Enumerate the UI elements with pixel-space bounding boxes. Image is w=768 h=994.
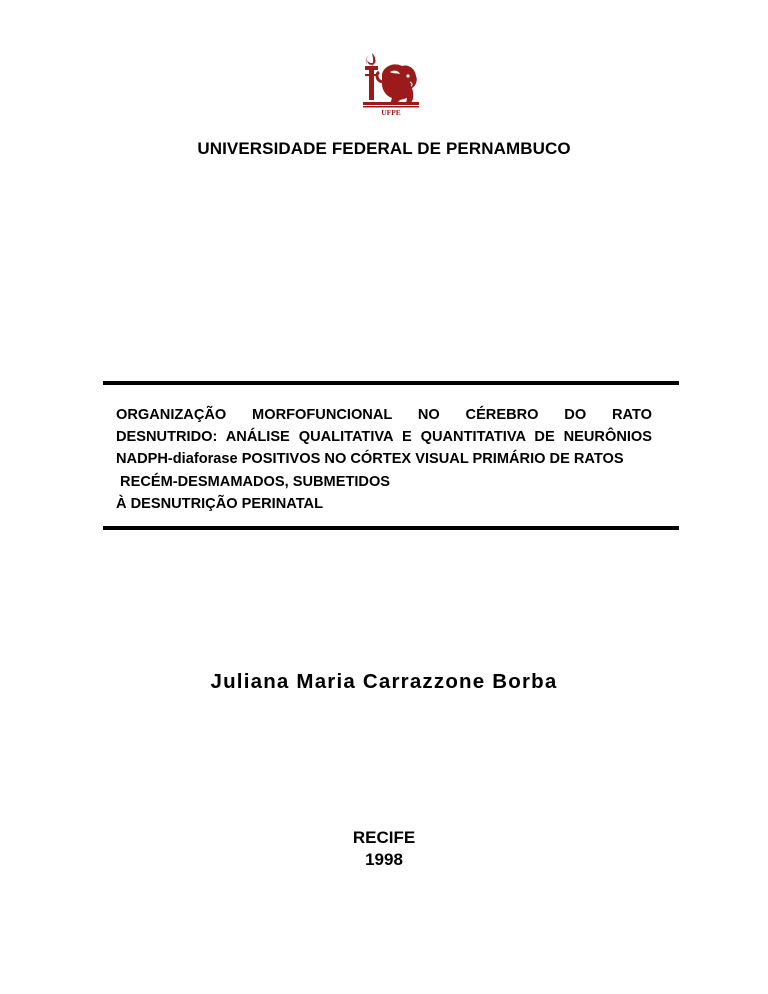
title-line: NADPH-diaforase POSITIVOS NO CÓRTEX VISUAL PRIMÁRIO DE RATOS [116,451,624,468]
title-line: DESNUTRIDO: ANÁLISE QUALITATIVA E QUANTITATIVA DE NEURÔNIOS [116,429,652,446]
title-bottom-rule [103,526,679,530]
author-name: Juliana Maria Carrazzone Borba [210,670,558,693]
city: RECIFE [352,828,416,847]
ufpe-logo [360,52,422,118]
university-name: UNIVERSIDADE FEDERAL DE PERNAMBUCO [197,139,571,158]
thesis-title [116,404,652,515]
year: 1998 [365,850,403,869]
title-line: À DESNUTRIÇÃO PERINATAL [116,495,324,512]
logo-caption: UFPE [381,108,401,117]
title-line: RECÉM-DESMAMADOS, SUBMETIDOS [116,473,391,490]
title-line: ORGANIZAÇÃO MORFOFUNCIONAL NO CÉREBRO DO RATO [116,407,652,423]
title-top-rule [103,381,679,385]
